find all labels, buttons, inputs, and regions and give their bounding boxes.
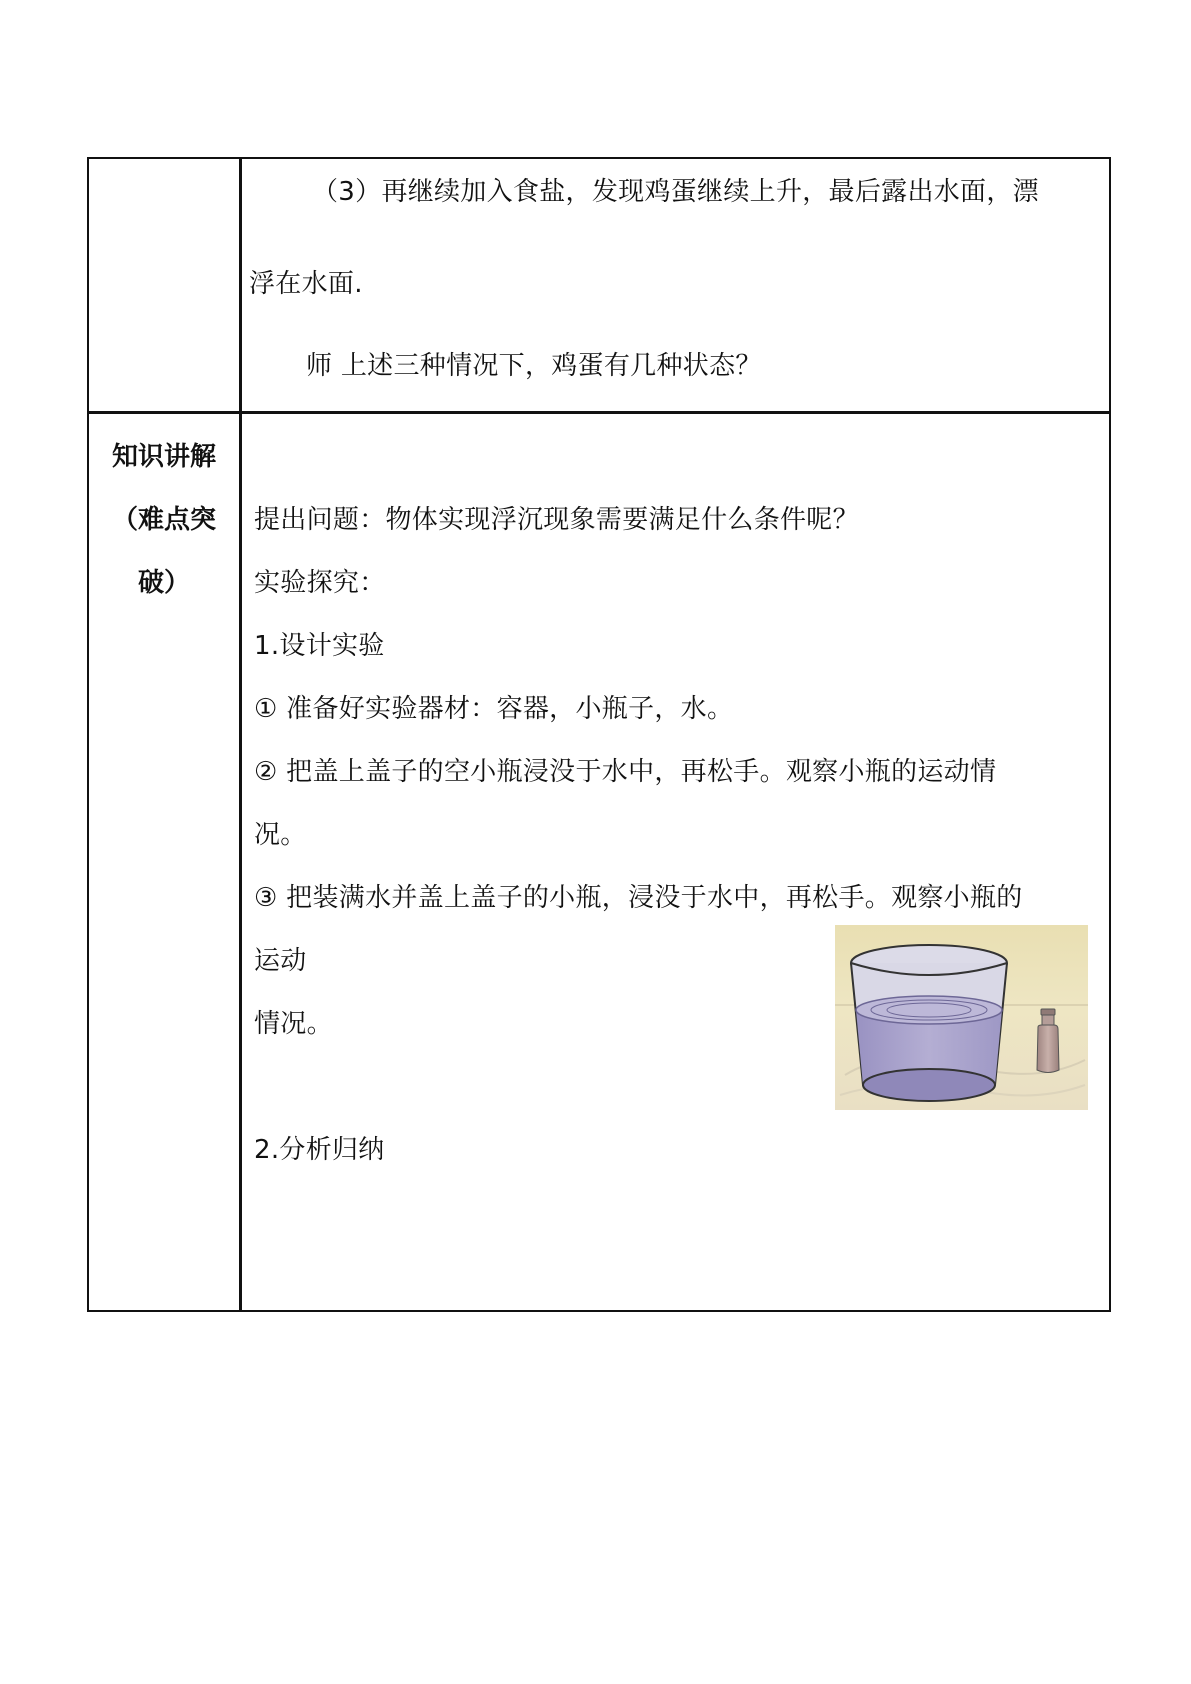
- column-divider: [239, 159, 242, 411]
- step1-item3-line1: ③ 把装满水并盖上盖子的小瓶，浸没于水中，再松手。观察小瓶的: [254, 883, 1023, 913]
- step1-heading: 1.设计实验: [254, 631, 385, 661]
- step1-item2-line1: ② 把盖上盖子的空小瓶浸没于水中，再松手。观察小瓶的运动情: [254, 757, 997, 787]
- lesson-table: [87, 157, 1111, 1312]
- step1-item3-line3: 情况。: [254, 1009, 333, 1039]
- experiment-step-3-line2: 浮在水面.: [249, 269, 363, 299]
- column-divider: [239, 414, 242, 1312]
- experiment-step-3-line1: （3）再继续加入食盐，发现鸡蛋继续上升，最后露出水面，漂: [312, 177, 1039, 207]
- step1-item3-line2: 运动: [254, 946, 307, 976]
- step1-item2-line2: 况。: [254, 820, 307, 850]
- table-row-continuation: [89, 159, 1109, 414]
- question-text: 提出问题：物体实现浮沉现象需要满足什么条件呢？: [254, 505, 859, 535]
- beaker-and-bottle-illustration: [835, 925, 1088, 1110]
- step1-item1: ① 准备好实验器材：容器，小瓶子，水。: [254, 694, 734, 724]
- section-label-line2: （难点突: [111, 505, 216, 535]
- teacher-question: 师 上述三种情况下，鸡蛋有几种状态？: [306, 351, 762, 381]
- table-row-knowledge: [89, 414, 1109, 1312]
- explore-heading: 实验探究：: [254, 568, 386, 598]
- step2-heading: 2.分析归纳: [254, 1135, 385, 1165]
- section-label-line1: 知识讲解: [111, 442, 216, 472]
- section-label-line3: 破）: [137, 568, 190, 598]
